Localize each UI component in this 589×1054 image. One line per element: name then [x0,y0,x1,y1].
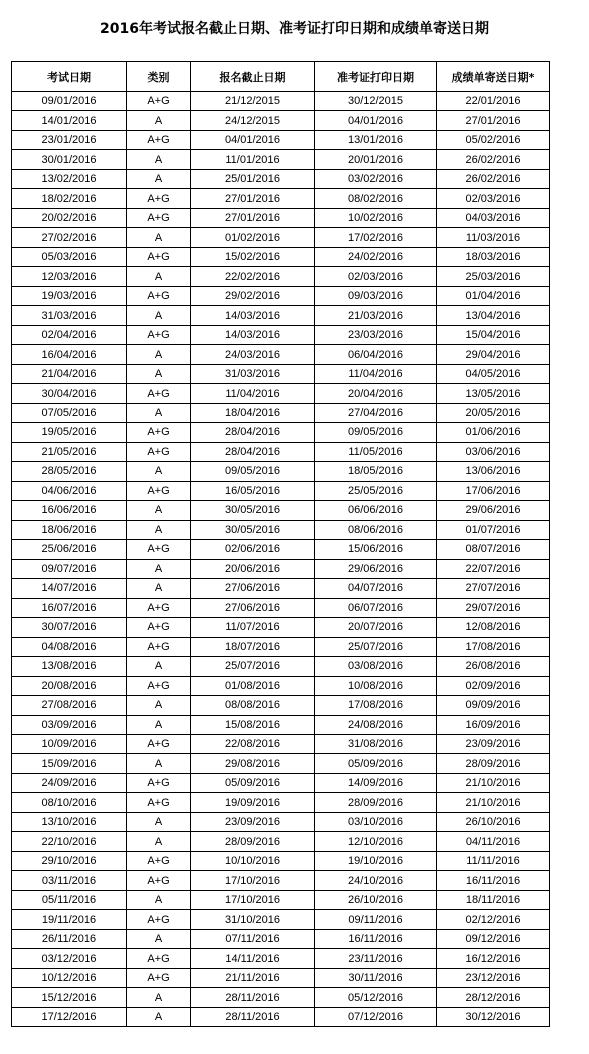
registration-deadline-cell: 22/02/2016 [191,267,315,286]
exam-date-cell: 15/09/2016 [12,754,127,773]
category-cell: A+G [127,949,191,968]
category-cell: A [127,150,191,169]
ticket-print-date-cell: 04/01/2016 [315,111,437,130]
table-row [12,481,550,500]
table-row [12,910,550,929]
exam-date-cell: 05/11/2016 [12,890,127,909]
ticket-print-date-cell: 20/01/2016 [315,150,437,169]
table-row [12,968,550,987]
exam-date-cell: 08/10/2016 [12,793,127,812]
category-cell: A+G [127,130,191,149]
table-row [12,228,550,247]
exam-date-cell: 14/01/2016 [12,111,127,130]
registration-deadline-cell: 02/06/2016 [191,540,315,559]
score-report-date-cell: 05/02/2016 [437,130,550,149]
registration-deadline-cell: 15/08/2016 [191,715,315,734]
table-row [12,715,550,734]
ticket-print-date-cell: 05/09/2016 [315,754,437,773]
registration-deadline-cell: 23/09/2016 [191,812,315,831]
score-report-date-cell: 15/04/2016 [437,325,550,344]
category-cell: A [127,169,191,188]
score-report-date-cell: 16/11/2016 [437,871,550,890]
category-cell: A [127,462,191,481]
score-report-date-cell: 29/07/2016 [437,598,550,617]
score-report-date-cell: 17/06/2016 [437,481,550,500]
category-cell: A [127,306,191,325]
exam-date-cell: 23/01/2016 [12,130,127,149]
category-cell: A+G [127,325,191,344]
header-admission-ticket-print-date: 准考证打印日期 [315,62,437,92]
exam-date-cell: 12/03/2016 [12,267,127,286]
score-report-date-cell: 22/01/2016 [437,92,550,111]
score-report-date-cell: 02/12/2016 [437,910,550,929]
score-report-date-cell: 12/08/2016 [437,618,550,637]
exam-date-cell: 04/08/2016 [12,637,127,656]
score-report-date-cell: 23/12/2016 [437,968,550,987]
table-row [12,169,550,188]
ticket-print-date-cell: 15/06/2016 [315,540,437,559]
table-row [12,773,550,792]
table-row [12,657,550,676]
registration-deadline-cell: 07/11/2016 [191,929,315,948]
category-cell: A+G [127,247,191,266]
category-cell: A+G [127,851,191,870]
category-cell: A [127,832,191,851]
ticket-print-date-cell: 16/11/2016 [315,929,437,948]
exam-schedule-table [11,61,550,1027]
category-cell: A+G [127,442,191,461]
category-cell: A [127,345,191,364]
registration-deadline-cell: 25/01/2016 [191,169,315,188]
exam-date-cell: 17/12/2016 [12,1007,127,1026]
ticket-print-date-cell: 06/04/2016 [315,345,437,364]
category-cell: A [127,228,191,247]
exam-date-cell: 20/08/2016 [12,676,127,695]
score-report-date-cell: 25/03/2016 [437,267,550,286]
category-cell: A [127,812,191,831]
category-cell: A [127,657,191,676]
exam-date-cell: 19/03/2016 [12,286,127,305]
category-cell: A+G [127,540,191,559]
ticket-print-date-cell: 30/12/2015 [315,92,437,111]
ticket-print-date-cell: 09/03/2016 [315,286,437,305]
ticket-print-date-cell: 27/04/2016 [315,403,437,422]
registration-deadline-cell: 27/01/2016 [191,208,315,227]
table-row [12,988,550,1007]
table-row [12,520,550,539]
registration-deadline-cell: 28/04/2016 [191,423,315,442]
exam-date-cell: 16/04/2016 [12,345,127,364]
registration-deadline-cell: 27/06/2016 [191,598,315,617]
exam-date-cell: 31/03/2016 [12,306,127,325]
category-cell: A+G [127,773,191,792]
ticket-print-date-cell: 31/08/2016 [315,734,437,753]
registration-deadline-cell: 05/09/2016 [191,773,315,792]
ticket-print-date-cell: 11/04/2016 [315,364,437,383]
category-cell: A [127,696,191,715]
score-report-date-cell: 26/10/2016 [437,812,550,831]
exam-date-cell: 09/01/2016 [12,92,127,111]
exam-date-cell: 03/12/2016 [12,949,127,968]
ticket-print-date-cell: 08/02/2016 [315,189,437,208]
ticket-print-date-cell: 02/03/2016 [315,267,437,286]
exam-date-cell: 25/06/2016 [12,540,127,559]
table-row [12,871,550,890]
score-report-date-cell: 22/07/2016 [437,559,550,578]
category-cell: A+G [127,618,191,637]
table-header-row [12,62,550,92]
ticket-print-date-cell: 23/11/2016 [315,949,437,968]
category-cell: A+G [127,734,191,753]
category-cell: A [127,267,191,286]
score-report-date-cell: 13/05/2016 [437,384,550,403]
ticket-print-date-cell: 21/03/2016 [315,306,437,325]
exam-date-cell: 21/04/2016 [12,364,127,383]
exam-date-cell: 03/09/2016 [12,715,127,734]
ticket-print-date-cell: 06/06/2016 [315,501,437,520]
ticket-print-date-cell: 26/10/2016 [315,890,437,909]
score-report-date-cell: 30/12/2016 [437,1007,550,1026]
category-cell: A+G [127,189,191,208]
exam-date-cell: 13/08/2016 [12,657,127,676]
score-report-date-cell: 13/06/2016 [437,462,550,481]
exam-date-cell: 16/06/2016 [12,501,127,520]
score-report-date-cell: 04/11/2016 [437,832,550,851]
registration-deadline-cell: 16/05/2016 [191,481,315,500]
category-cell: A+G [127,384,191,403]
header-registration-deadline: 报名截止日期 [191,62,315,92]
table-row [12,501,550,520]
score-report-date-cell: 01/04/2016 [437,286,550,305]
registration-deadline-cell: 08/08/2016 [191,696,315,715]
registration-deadline-cell: 15/02/2016 [191,247,315,266]
table-row [12,208,550,227]
score-report-date-cell: 16/09/2016 [437,715,550,734]
registration-deadline-cell: 24/12/2015 [191,111,315,130]
exam-date-cell: 29/10/2016 [12,851,127,870]
table-row [12,851,550,870]
ticket-print-date-cell: 14/09/2016 [315,773,437,792]
ticket-print-date-cell: 17/02/2016 [315,228,437,247]
exam-date-cell: 10/12/2016 [12,968,127,987]
category-cell: A+G [127,481,191,500]
registration-deadline-cell: 18/04/2016 [191,403,315,422]
category-cell: A [127,111,191,130]
ticket-print-date-cell: 20/04/2016 [315,384,437,403]
exam-date-cell: 22/10/2016 [12,832,127,851]
ticket-print-date-cell: 18/05/2016 [315,462,437,481]
exam-date-cell: 18/02/2016 [12,189,127,208]
exam-date-cell: 13/10/2016 [12,812,127,831]
category-cell: A+G [127,286,191,305]
registration-deadline-cell: 14/11/2016 [191,949,315,968]
score-report-date-cell: 26/08/2016 [437,657,550,676]
ticket-print-date-cell: 24/10/2016 [315,871,437,890]
exam-date-cell: 21/05/2016 [12,442,127,461]
table-row [12,286,550,305]
score-report-date-cell: 26/02/2016 [437,169,550,188]
score-report-date-cell: 21/10/2016 [437,773,550,792]
registration-deadline-cell: 09/05/2016 [191,462,315,481]
ticket-print-date-cell: 20/07/2016 [315,618,437,637]
table-row [12,267,550,286]
ticket-print-date-cell: 28/09/2016 [315,793,437,812]
category-cell: A+G [127,910,191,929]
ticket-print-date-cell: 29/06/2016 [315,559,437,578]
category-cell: A [127,929,191,948]
category-cell: A+G [127,968,191,987]
score-report-date-cell: 01/06/2016 [437,423,550,442]
ticket-print-date-cell: 08/06/2016 [315,520,437,539]
exam-date-cell: 30/04/2016 [12,384,127,403]
ticket-print-date-cell: 09/11/2016 [315,910,437,929]
score-report-date-cell: 16/12/2016 [437,949,550,968]
registration-deadline-cell: 31/10/2016 [191,910,315,929]
registration-deadline-cell: 27/01/2016 [191,189,315,208]
ticket-print-date-cell: 10/08/2016 [315,676,437,695]
ticket-print-date-cell: 24/08/2016 [315,715,437,734]
score-report-date-cell: 18/03/2016 [437,247,550,266]
table-row [12,306,550,325]
score-report-date-cell: 26/02/2016 [437,150,550,169]
registration-deadline-cell: 28/11/2016 [191,1007,315,1026]
ticket-print-date-cell: 03/02/2016 [315,169,437,188]
ticket-print-date-cell: 05/12/2016 [315,988,437,1007]
category-cell: A [127,754,191,773]
ticket-print-date-cell: 07/12/2016 [315,1007,437,1026]
category-cell: A+G [127,793,191,812]
table-row [12,111,550,130]
ticket-print-date-cell: 09/05/2016 [315,423,437,442]
registration-deadline-cell: 18/07/2016 [191,637,315,656]
registration-deadline-cell: 21/12/2015 [191,92,315,111]
table-row [12,754,550,773]
table-row [12,364,550,383]
table-row [12,579,550,598]
registration-deadline-cell: 04/01/2016 [191,130,315,149]
score-report-date-cell: 17/08/2016 [437,637,550,656]
category-cell: A [127,1007,191,1026]
category-cell: A+G [127,871,191,890]
registration-deadline-cell: 25/07/2016 [191,657,315,676]
ticket-print-date-cell: 17/08/2016 [315,696,437,715]
registration-deadline-cell: 17/10/2016 [191,890,315,909]
exam-date-cell: 03/11/2016 [12,871,127,890]
table-row [12,696,550,715]
exam-date-cell: 26/11/2016 [12,929,127,948]
category-cell: A+G [127,598,191,617]
table-row [12,929,550,948]
ticket-print-date-cell: 19/10/2016 [315,851,437,870]
table-row [12,442,550,461]
registration-deadline-cell: 11/04/2016 [191,384,315,403]
score-report-date-cell: 28/09/2016 [437,754,550,773]
table-row [12,92,550,111]
category-cell: A+G [127,637,191,656]
ticket-print-date-cell: 30/11/2016 [315,968,437,987]
registration-deadline-cell: 11/07/2016 [191,618,315,637]
table-row [12,423,550,442]
registration-deadline-cell: 22/08/2016 [191,734,315,753]
table-row [12,130,550,149]
score-report-date-cell: 27/01/2016 [437,111,550,130]
score-report-date-cell: 13/04/2016 [437,306,550,325]
exam-date-cell: 27/08/2016 [12,696,127,715]
score-report-date-cell: 09/12/2016 [437,929,550,948]
score-report-date-cell: 04/03/2016 [437,208,550,227]
exam-date-cell: 30/07/2016 [12,618,127,637]
exam-date-cell: 18/06/2016 [12,520,127,539]
table-row [12,618,550,637]
registration-deadline-cell: 21/11/2016 [191,968,315,987]
page-title: 2016年考试报名截止日期、准考证打印日期和成绩单寄送日期 [100,21,489,37]
ticket-print-date-cell: 25/05/2016 [315,481,437,500]
table-row [12,462,550,481]
category-cell: A+G [127,208,191,227]
registration-deadline-cell: 20/06/2016 [191,559,315,578]
table-row [12,384,550,403]
score-report-date-cell: 02/03/2016 [437,189,550,208]
category-cell: A [127,890,191,909]
table-row [12,812,550,831]
registration-deadline-cell: 27/06/2016 [191,579,315,598]
category-cell: A [127,579,191,598]
exam-date-cell: 16/07/2016 [12,598,127,617]
registration-deadline-cell: 01/02/2016 [191,228,315,247]
score-report-date-cell: 08/07/2016 [437,540,550,559]
ticket-print-date-cell: 03/10/2016 [315,812,437,831]
exam-date-cell: 20/02/2016 [12,208,127,227]
registration-deadline-cell: 28/04/2016 [191,442,315,461]
category-cell: A+G [127,92,191,111]
registration-deadline-cell: 01/08/2016 [191,676,315,695]
registration-deadline-cell: 29/02/2016 [191,286,315,305]
exam-date-cell: 10/09/2016 [12,734,127,753]
score-report-date-cell: 27/07/2016 [437,579,550,598]
exam-date-cell: 15/12/2016 [12,988,127,1007]
category-cell: A [127,364,191,383]
table-row [12,1007,550,1026]
ticket-print-date-cell: 24/02/2016 [315,247,437,266]
exam-date-cell: 28/05/2016 [12,462,127,481]
exam-date-cell: 19/11/2016 [12,910,127,929]
table-row [12,559,550,578]
ticket-print-date-cell: 25/07/2016 [315,637,437,656]
registration-deadline-cell: 31/03/2016 [191,364,315,383]
score-report-date-cell: 01/07/2016 [437,520,550,539]
table-row [12,832,550,851]
exam-date-cell: 19/05/2016 [12,423,127,442]
exam-date-cell: 14/07/2016 [12,579,127,598]
score-report-date-cell: 11/03/2016 [437,228,550,247]
registration-deadline-cell: 17/10/2016 [191,871,315,890]
category-cell: A+G [127,676,191,695]
exam-date-cell: 07/05/2016 [12,403,127,422]
registration-deadline-cell: 14/03/2016 [191,306,315,325]
exam-date-cell: 13/02/2016 [12,169,127,188]
category-cell: A [127,501,191,520]
registration-deadline-cell: 30/05/2016 [191,501,315,520]
category-cell: A [127,403,191,422]
category-cell: A [127,559,191,578]
registration-deadline-cell: 11/01/2016 [191,150,315,169]
score-report-date-cell: 18/11/2016 [437,890,550,909]
score-report-date-cell: 29/04/2016 [437,345,550,364]
exam-date-cell: 27/02/2016 [12,228,127,247]
table-row [12,189,550,208]
score-report-date-cell: 29/06/2016 [437,501,550,520]
exam-date-cell: 30/01/2016 [12,150,127,169]
header-exam-date: 考试日期 [12,62,127,92]
exam-date-cell: 09/07/2016 [12,559,127,578]
category-cell: A+G [127,423,191,442]
table-row [12,949,550,968]
header-category: 类别 [127,62,191,92]
table-row [12,150,550,169]
registration-deadline-cell: 28/09/2016 [191,832,315,851]
score-report-date-cell: 02/09/2016 [437,676,550,695]
registration-deadline-cell: 19/09/2016 [191,793,315,812]
ticket-print-date-cell: 11/05/2016 [315,442,437,461]
table-row [12,676,550,695]
exam-date-cell: 05/03/2016 [12,247,127,266]
score-report-date-cell: 21/10/2016 [437,793,550,812]
exam-date-cell: 02/04/2016 [12,325,127,344]
registration-deadline-cell: 30/05/2016 [191,520,315,539]
table-row [12,734,550,753]
table-row [12,890,550,909]
score-report-date-cell: 11/11/2016 [437,851,550,870]
table-row [12,793,550,812]
ticket-print-date-cell: 06/07/2016 [315,598,437,617]
table-row [12,598,550,617]
table-row [12,637,550,656]
table-row [12,325,550,344]
score-report-date-cell: 23/09/2016 [437,734,550,753]
table-row [12,345,550,364]
ticket-print-date-cell: 23/03/2016 [315,325,437,344]
ticket-print-date-cell: 10/02/2016 [315,208,437,227]
score-report-date-cell: 28/12/2016 [437,988,550,1007]
ticket-print-date-cell: 13/01/2016 [315,130,437,149]
ticket-print-date-cell: 12/10/2016 [315,832,437,851]
category-cell: A [127,715,191,734]
table-body [12,92,550,1027]
registration-deadline-cell: 24/03/2016 [191,345,315,364]
registration-deadline-cell: 29/08/2016 [191,754,315,773]
category-cell: A [127,520,191,539]
exam-date-cell: 24/09/2016 [12,773,127,792]
category-cell: A [127,988,191,1007]
registration-deadline-cell: 10/10/2016 [191,851,315,870]
exam-date-cell: 04/06/2016 [12,481,127,500]
score-report-date-cell: 03/06/2016 [437,442,550,461]
header-score-report-mailing-date: 成绩单寄送日期* [437,62,550,92]
registration-deadline-cell: 28/11/2016 [191,988,315,1007]
table-row [12,540,550,559]
ticket-print-date-cell: 03/08/2016 [315,657,437,676]
table-row [12,403,550,422]
ticket-print-date-cell: 04/07/2016 [315,579,437,598]
score-report-date-cell: 04/05/2016 [437,364,550,383]
registration-deadline-cell: 14/03/2016 [191,325,315,344]
table-row [12,247,550,266]
score-report-date-cell: 20/05/2016 [437,403,550,422]
score-report-date-cell: 09/09/2016 [437,696,550,715]
